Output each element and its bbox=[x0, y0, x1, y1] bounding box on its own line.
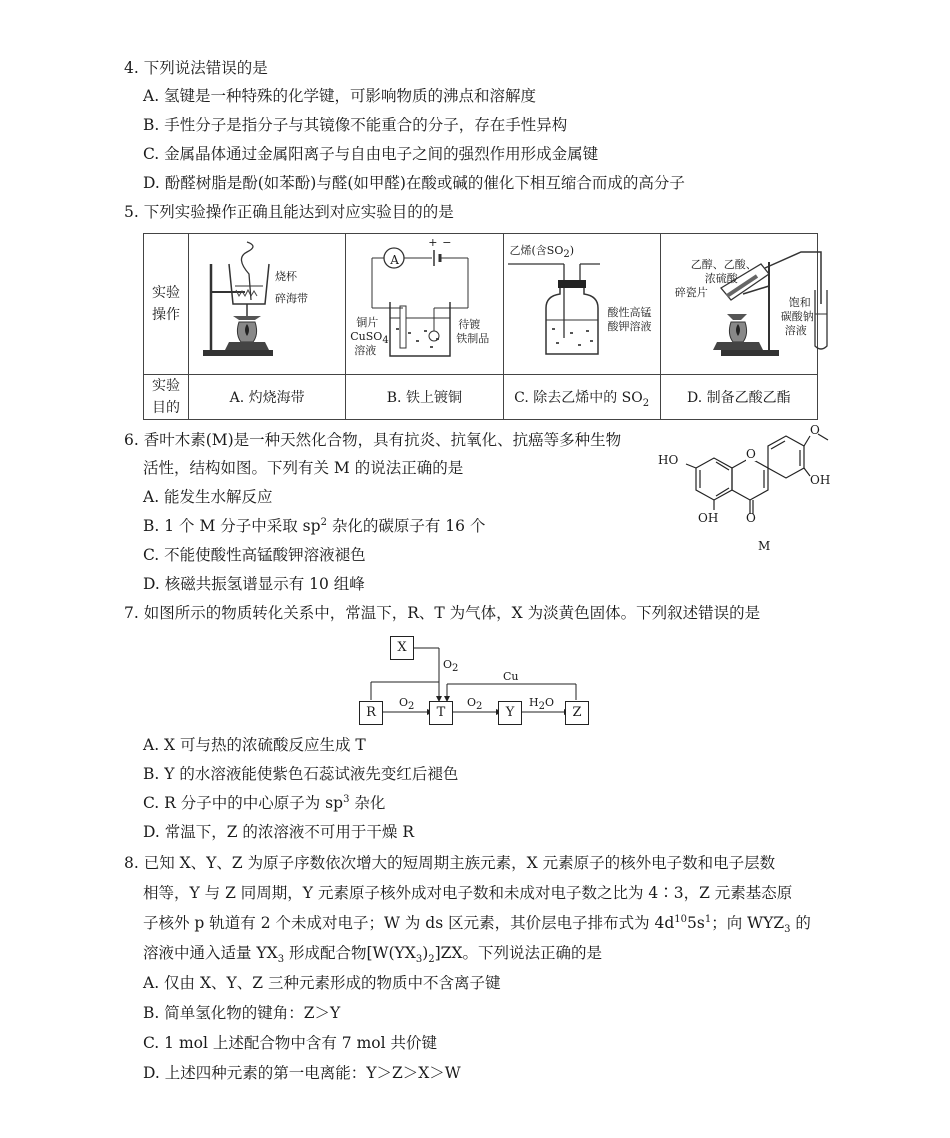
q8-line1: 8. 已知 X、Y、Z 为原子序数依次增大的短周期主族元素，X 元素原子的核外电子数和电子层数 bbox=[124, 854, 776, 872]
label-na2co3: 碳酸钠 bbox=[780, 310, 814, 323]
label-o2-x: $O_2$ bbox=[443, 658, 459, 675]
label-o-ring: O bbox=[746, 447, 756, 461]
apparatus-c bbox=[503, 234, 660, 375]
box-r: R bbox=[359, 701, 383, 725]
plus-label: + bbox=[428, 236, 438, 249]
label-ethylene-gas: 乙烯(含$SO_2$) bbox=[509, 244, 575, 261]
label-mix-2: 浓硫酸 bbox=[704, 272, 738, 285]
label-sat-solution: 溶液 bbox=[784, 324, 807, 337]
apparatus-b bbox=[346, 234, 503, 375]
label-copper-plate: 铜片 bbox=[356, 316, 379, 329]
box-y: Y bbox=[498, 701, 522, 725]
box-t: T bbox=[429, 701, 453, 725]
q7-option-b: B. Y 的水溶液能使紫色石蕊试液先变红后褪色 bbox=[143, 765, 459, 783]
label-kmno4-1: 酸性高锰 bbox=[607, 306, 652, 319]
caption-b: B. 铁上镀铜 bbox=[346, 375, 503, 420]
q7-option-c: C. R 分子中的中心原子为 $sp^3$ 杂化 bbox=[143, 793, 386, 812]
ammeter-label: A bbox=[390, 253, 399, 267]
label-to-plate: 待镀 bbox=[458, 318, 481, 331]
row-header-operation-line2: 操作 bbox=[152, 307, 180, 323]
q6-stem-line2: 活性，结构如图。下列有关 M 的说法正确的是 bbox=[143, 459, 464, 477]
label-oh-right: OH bbox=[810, 473, 831, 487]
label-h2o: $H_2O$ bbox=[529, 696, 554, 713]
q6-option-a: A. 能发生水解反应 bbox=[143, 488, 273, 506]
q4-option-d: D. 酚醛树脂是酚(如苯酚)与醛(如甲醛)在酸或碱的催化下相互缩合而成的高分子 bbox=[143, 174, 685, 192]
q8-option-d: D. 上述四种元素的第一电离能：Y＞Z＞X＞W bbox=[143, 1064, 461, 1082]
q4-option-a: A. 氢键是一种特殊的化学键，可影响物质的沸点和溶解度 bbox=[143, 87, 537, 105]
label-porcelain: 碎瓷片 bbox=[674, 286, 708, 299]
q8-line2: 相等，Y 与 Z 同周期，Y 元素原子核外成对电子数和未成对电子数之比为 4∶3，Z 元素基态原 bbox=[143, 884, 793, 902]
q8-line4: 溶液中通入适量 $YX_3$ 形成配合物$[W(YX_3)_2]ZX$。下列说法正确的是 bbox=[143, 944, 602, 966]
q7-option-d: D. 常温下，Z 的浓溶液不可用于干燥 R bbox=[143, 823, 415, 841]
q8-option-c: C. 1 mol 上述配合物中含有 7 mol 共价键 bbox=[143, 1034, 437, 1052]
q7-option-a: A. X 可与热的浓硫酸反应生成 T bbox=[143, 736, 366, 754]
q6-option-b: B. 1 个 M 分子中采取 $sp^2$ 杂化的碳原子有 16 个 bbox=[143, 516, 486, 535]
label-oh-bottom: OH bbox=[698, 511, 719, 525]
label-cu: Cu bbox=[503, 670, 519, 683]
label-solution: 溶液 bbox=[354, 344, 377, 357]
q6-option-c: C. 不能使酸性高锰酸钾溶液褪色 bbox=[143, 546, 366, 564]
label-iron-product: 铁制品 bbox=[456, 332, 490, 345]
label-o-methoxy: O bbox=[810, 423, 820, 437]
box-x: X bbox=[390, 636, 414, 660]
q4-option-b: B. 手性分子是指分子与其镜像不能重合的分子，存在手性异构 bbox=[143, 116, 568, 134]
label-beaker: 烧杯 bbox=[275, 270, 297, 283]
label-m: M bbox=[758, 539, 771, 553]
q8-option-a: A. 仅由 X、Y、Z 三种元素形成的物质中不含离子键 bbox=[143, 974, 501, 992]
q5-stem: 5. 下列实验操作正确且能达到对应实验目的的是 bbox=[124, 203, 454, 221]
apparatus-a bbox=[189, 234, 346, 375]
label-mix-1: 乙醇、乙酸、 bbox=[690, 258, 757, 271]
structure-m bbox=[650, 422, 830, 562]
row-header-operation-line1: 实验 bbox=[152, 285, 180, 301]
q6-option-d: D. 核磁共振氢谱显示有 10 组峰 bbox=[143, 575, 365, 593]
minus-label: − bbox=[442, 236, 452, 249]
label-saturated: 饱和 bbox=[788, 296, 811, 309]
label-o2-ty: $O_2$ bbox=[467, 696, 483, 713]
label-o2-rt: $O_2$ bbox=[399, 696, 415, 713]
q4-option-c: C. 金属晶体通过金属阳离子与自由电子之间的强烈作用形成金属键 bbox=[143, 145, 599, 163]
row-header-operation bbox=[144, 234, 189, 375]
label-cuso4: CuSO$_4$ bbox=[350, 330, 389, 347]
label-kmno4-2: 酸钾溶液 bbox=[607, 320, 652, 333]
label-kelp: 碎海带 bbox=[275, 292, 308, 305]
q6-stem-line1: 6. 香叶木素(M)是一种天然化合物，具有抗炎、抗氧化、抗癌等多种生物 bbox=[124, 431, 622, 449]
apparatus-d bbox=[660, 234, 817, 375]
caption-c: C. 除去乙烯中的 $SO_2$ bbox=[503, 375, 660, 420]
row-header-purpose-line1: 实验 bbox=[152, 378, 180, 394]
q8-option-b: B. 简单氢化物的键角：Z＞Y bbox=[143, 1004, 341, 1022]
row-header-purpose bbox=[144, 375, 189, 420]
q7-stem: 7. 如图所示的物质转化关系中，常温下，R、T 为气体，X 为淡黄色固体。下列叙述错误的是 bbox=[124, 604, 761, 622]
q8-line3: 子核外 p 轨道有 2 个未成对电子；W 为 ds 区元素，其价层电子排布式为 $4d^{10}5s^1$；向 $WYZ_3$ 的 bbox=[143, 913, 811, 936]
q4-stem: 4. 下列说法错误的是 bbox=[124, 59, 268, 77]
label-ho-left: HO bbox=[658, 453, 679, 467]
box-z: Z bbox=[565, 701, 589, 725]
caption-a: A. 灼烧海带 bbox=[189, 375, 346, 420]
row-header-purpose-line2: 目的 bbox=[152, 400, 180, 416]
experiment-table bbox=[143, 233, 818, 420]
caption-d: D. 制备乙酸乙酯 bbox=[660, 375, 817, 420]
conversion-diagram bbox=[355, 632, 595, 732]
label-o-ketone: O bbox=[746, 511, 756, 525]
